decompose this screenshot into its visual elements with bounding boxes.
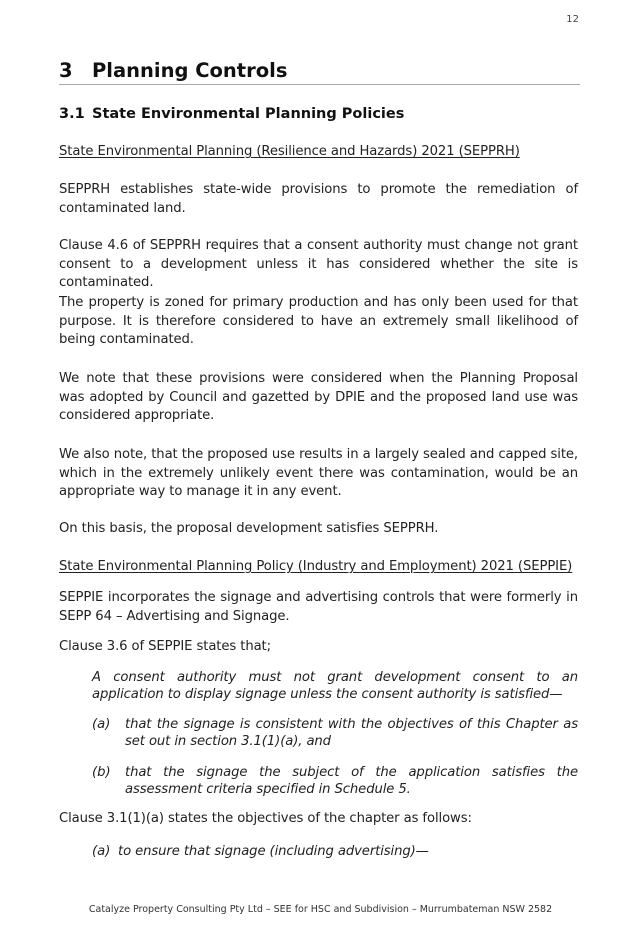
sepprh-paragraph-1: SEPPRH establishes state-wide provisions to promote the remediation of contaminated land. — [59, 182, 578, 216]
clause-item-b-label: (b) — [92, 765, 111, 780]
sepprh-paragraph-3: The property is zoned for primary production and has only been used for that purpose. It is therefore considered to have an extremely small likelihood of being contaminated. — [59, 295, 578, 347]
seppie-paragraph-3: Clause 3.1(1)(a) states the objectives of the chapter as follows: — [59, 811, 472, 826]
subsection-number: 3.1 — [59, 106, 85, 122]
seppie-heading: State Environmental Planning Policy (Industry and Employment) 2021 (SEPPIE) — [59, 559, 573, 574]
section-heading — [59, 59, 287, 82]
sepprh-paragraph-5: We also note, that the proposed use results in a largely sealed and capped site, which in the extremely unlikely event there was contamination, would be an appropriate way to manage it in any event. — [59, 447, 578, 499]
objective-item-text: to ensure that signage (including advertising)— — [118, 844, 429, 859]
sepprh-paragraph-2: Clause 4.6 of SEPPRH requires that a consent authority must change not grant consent to a development unless it has considered whether the site is contaminated. — [59, 238, 578, 290]
section-number: 3 — [59, 59, 73, 82]
seppie-paragraph-1: SEPPIE incorporates the signage and advertising controls that were formerly in SEPP 64 – Advertising and Signage. — [59, 590, 578, 624]
objective-item-label: (a) — [92, 844, 111, 859]
sepprh-paragraph-4: We note that these provisions were considered when the Planning Proposal was adopted by Council and gazetted by DPIE and the proposed land use was considered appropriate. — [59, 371, 578, 423]
subsection-heading — [59, 106, 404, 122]
page-footer: Catalyze Property Consulting Pty Ltd – SEE for HSC and Subdivision – Murrumbateman NSW 2582 — [88, 904, 553, 915]
sepprh-heading: State Environmental Planning (Resilience and Hazards) 2021 (SEPPRH) — [59, 144, 520, 159]
clause-item-a-text: that the signage is consistent with the objectives of this Chapter as set out in section 3.1(1)(a), and — [125, 717, 578, 749]
page-number: 12 — [566, 14, 579, 25]
sepprh-paragraph-6: On this basis, the proposal development satisfies SEPPRH. — [59, 521, 439, 536]
subsection-title: State Environmental Planning Policies — [92, 106, 405, 122]
clause-quote: A consent authority must not grant development consent to an application to display signage unless the consent authority is satisfied— — [92, 670, 578, 702]
section-title: Planning Controls — [92, 59, 288, 82]
seppie-paragraph-2: Clause 3.6 of SEPPIE states that; — [59, 639, 271, 654]
heading-divider — [59, 84, 580, 85]
clause-item-b-text: that the signage the subject of the application satisfies the assessment criteria specified in Schedule 5. — [125, 765, 578, 797]
clause-item-a-label: (a) — [92, 717, 111, 732]
